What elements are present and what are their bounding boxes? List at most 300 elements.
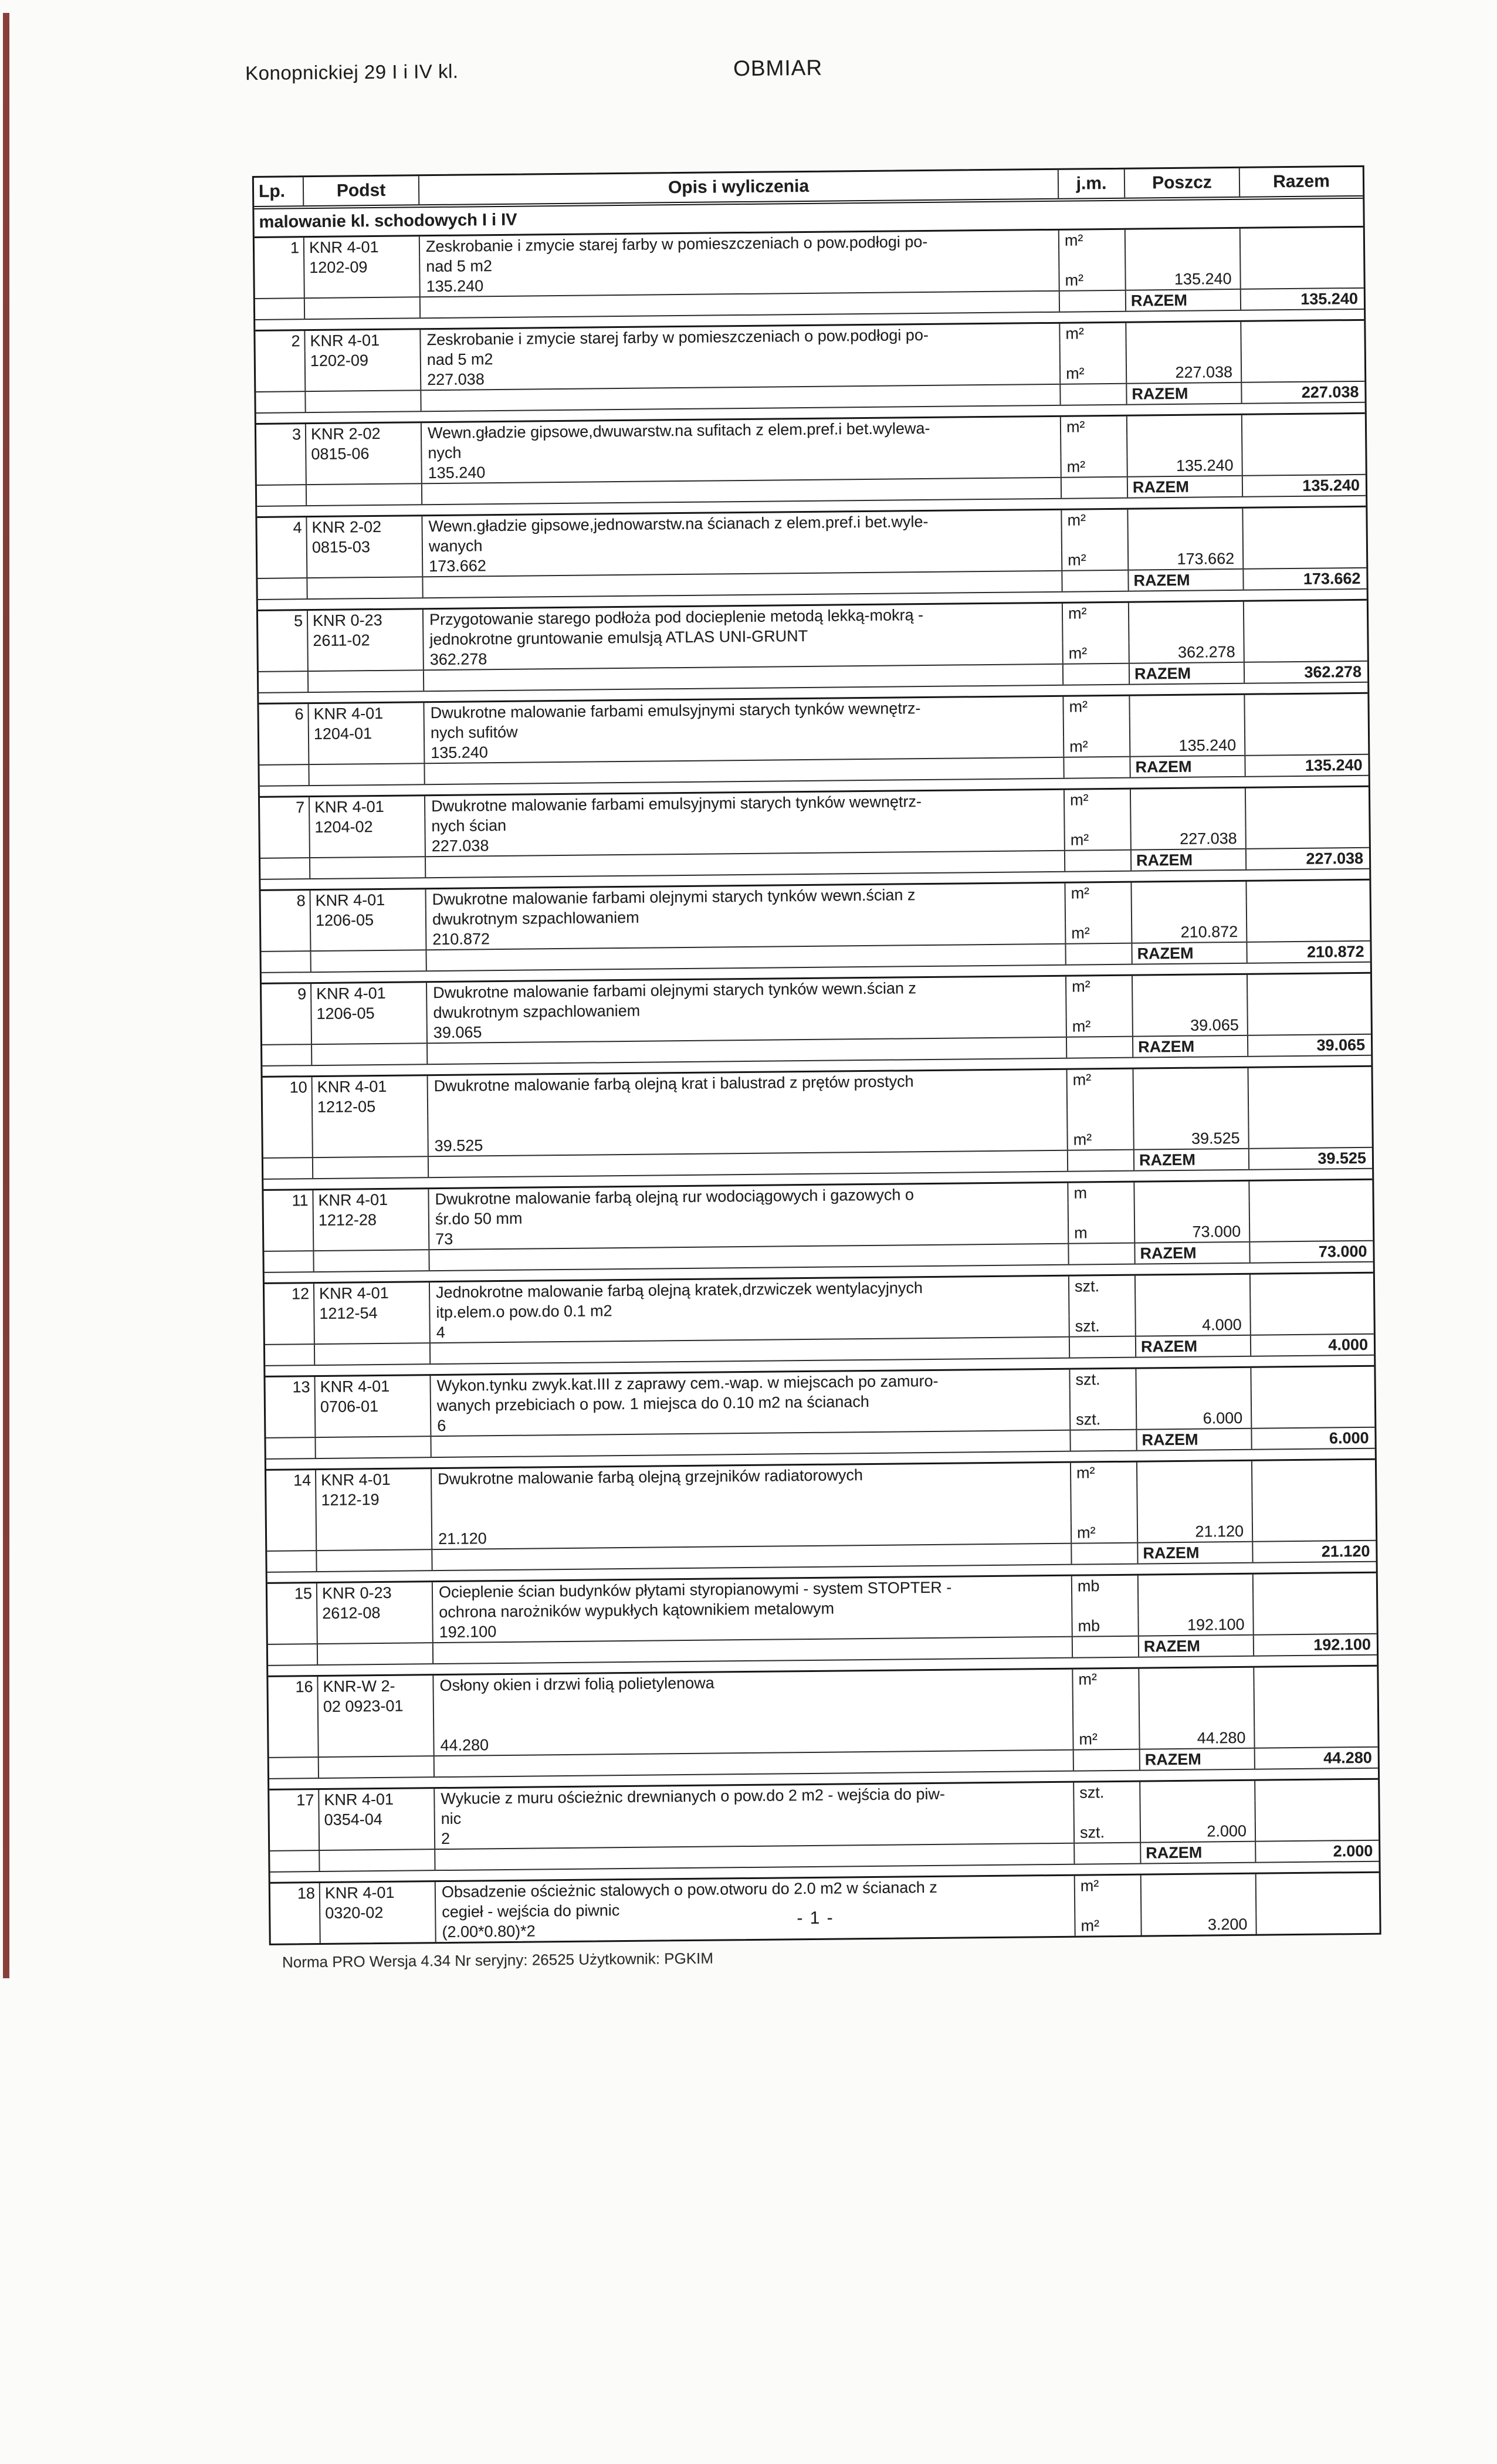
razem-cell	[1256, 1913, 1379, 1934]
razem-cell	[1249, 1087, 1371, 1108]
unit-cell: m²	[1063, 603, 1129, 624]
calc-cell: 227.038	[426, 830, 1065, 856]
podst-cell: KNR 4-01	[319, 1789, 435, 1810]
lp-cell	[267, 1623, 317, 1644]
calc-cell: 135.240	[422, 457, 1062, 483]
razem-empty-lp	[260, 858, 310, 879]
lp-cell	[255, 277, 304, 298]
qty-cell: 210.872	[1132, 922, 1247, 943]
qty-cell: 21.120	[1138, 1521, 1253, 1542]
desc-cell: wanych przebiciach o pow. 1 miejsca do 0.10 m2 na ścianach	[431, 1390, 1071, 1416]
unit-cell: m²	[1059, 230, 1126, 251]
desc-cell: dwukrotnym szpachlowaniem	[426, 903, 1066, 929]
razem-cell	[1251, 1294, 1373, 1315]
podst-cell: KNR 0-23	[317, 1582, 433, 1603]
table-row	[259, 692, 1368, 796]
unit-cell	[1073, 1689, 1140, 1710]
razem-cell	[1248, 1067, 1371, 1088]
desc-cell: śr.do 50 mm	[429, 1203, 1069, 1229]
razem-cell	[1249, 1180, 1372, 1201]
razem-empty-jm	[1061, 384, 1127, 405]
razem-value: 135.240	[1302, 476, 1360, 495]
razem-cell	[1254, 1613, 1376, 1634]
razem-cell	[1255, 1687, 1377, 1708]
unit-cell: m²	[1064, 643, 1130, 664]
podst-cell	[306, 370, 421, 391]
lp-cell	[261, 911, 311, 931]
qty-cell	[1132, 902, 1247, 923]
qty-cell	[1136, 1275, 1251, 1296]
razem-cell	[1252, 1460, 1375, 1481]
razem-label: RAZEM	[1135, 1243, 1250, 1264]
unit-cell: m²	[1059, 270, 1126, 290]
podst-cell	[319, 1715, 434, 1737]
obmiar-table	[252, 165, 1381, 1945]
razem-empty-podst	[313, 1157, 429, 1178]
desc-cell: Ocieplenie ścian budynków płytami styropianowymi - system STOPTER -	[433, 1576, 1072, 1602]
podst-cell: 1204-01	[309, 723, 425, 744]
unit-cell: m	[1068, 1183, 1134, 1203]
table-row	[269, 1778, 1379, 1882]
unit-cell: m²	[1065, 830, 1132, 850]
razem-value: 39.065	[1316, 1035, 1366, 1054]
unit-cell: m²	[1060, 323, 1126, 344]
desc-cell: Zeskrobanie i zmycie starej farby w pomieszczeniach o pow.podłogi po-	[421, 324, 1060, 350]
podst-cell: 1212-05	[313, 1096, 428, 1117]
razem-empty-jm	[1073, 1637, 1139, 1657]
unit-cell: m	[1069, 1223, 1135, 1243]
lp-cell	[270, 1830, 320, 1850]
qty-cell	[1136, 1295, 1251, 1316]
razem-cell	[1241, 321, 1364, 342]
qty-cell: 39.525	[1134, 1128, 1249, 1149]
razem-value: 227.038	[1306, 849, 1364, 868]
qty-cell: 2.000	[1141, 1821, 1256, 1842]
qty-cell: 135.240	[1126, 269, 1241, 290]
razem-cell	[1252, 1480, 1375, 1501]
razem-value: 73.000	[1318, 1242, 1367, 1261]
unit-cell	[1061, 343, 1127, 364]
razem-label: RAZEM	[1126, 290, 1241, 311]
desc-cell: Wykucie z muru ościeżnic drewnianych o pow.do 2 m2 - wejścia do piw-	[435, 1783, 1074, 1809]
razem-cell	[1247, 901, 1370, 922]
lp-cell	[260, 837, 310, 858]
razem-empty-lp	[265, 1345, 315, 1365]
lp-cell	[258, 557, 307, 578]
qty-cell	[1139, 1668, 1254, 1689]
qty-cell: 362.278	[1130, 642, 1245, 663]
lp-cell	[255, 258, 304, 278]
razem-empty-podst	[318, 1643, 433, 1664]
lp-cell: 10	[263, 1077, 313, 1098]
podst-cell: 1206-05	[311, 909, 426, 930]
desc-cell: Przygotowanie starego podłoża pod docieplenie metodą lekką-mokrą -	[424, 604, 1063, 629]
desc-cell: nych sufitów	[425, 717, 1064, 743]
calc-cell: 2	[435, 1823, 1075, 1849]
razem-label: RAZEM	[1130, 663, 1245, 684]
razem-value: 6.000	[1329, 1429, 1369, 1447]
calc-cell: 227.038	[421, 364, 1061, 390]
podst-cell: KNR 0-23	[308, 610, 424, 631]
podst-cell: 02 0923-01	[319, 1695, 434, 1717]
razem-label: RAZEM	[1134, 1149, 1249, 1170]
desc-cell: itp.elem.o pow.do 0.1 m2	[430, 1297, 1069, 1322]
lp-cell: 2	[255, 331, 305, 351]
qty-cell: 3.200	[1142, 1914, 1256, 1935]
qty-cell	[1129, 529, 1244, 550]
calc-cell: 4	[431, 1316, 1070, 1342]
qty-cell	[1133, 995, 1248, 1016]
podst-cell	[307, 556, 423, 577]
qty-cell: 6.000	[1137, 1408, 1252, 1429]
items-container	[255, 226, 1380, 1944]
razem-empty-podst	[317, 1550, 432, 1571]
qty-cell: 192.100	[1139, 1615, 1254, 1636]
podst-cell	[307, 463, 422, 484]
razem-label: RAZEM	[1137, 1429, 1252, 1450]
qty-cell	[1129, 622, 1244, 643]
razem-empty-podst	[320, 1850, 435, 1871]
table-row	[266, 1458, 1376, 1582]
podst-cell	[309, 649, 424, 671]
unit-cell	[1066, 996, 1133, 1017]
podst-cell	[319, 1735, 434, 1756]
qty-cell	[1128, 509, 1243, 530]
calc-cell: 6	[431, 1410, 1071, 1436]
desc-cell: Dwukrotne malowanie farbami olejnymi starych tynków wewn.ścian z	[427, 977, 1066, 1003]
qty-cell: 4.000	[1136, 1315, 1251, 1336]
podst-cell: 0320-02	[320, 1902, 436, 1923]
lp-cell	[260, 817, 310, 838]
calc-cell: 135.240	[420, 270, 1059, 296]
unit-cell	[1071, 1483, 1137, 1503]
podst-cell	[317, 1622, 433, 1643]
podst-cell	[310, 836, 426, 857]
calc-cell: 21.120	[432, 1523, 1072, 1549]
razem-cell	[1247, 920, 1370, 942]
unit-cell: m²	[1064, 696, 1130, 717]
unit-cell	[1075, 1896, 1142, 1916]
unit-cell: mb	[1072, 1616, 1139, 1636]
razem-cell	[1250, 1200, 1373, 1221]
qty-cell	[1131, 788, 1246, 810]
razem-empty-lp	[270, 1851, 320, 1871]
lp-cell	[265, 1304, 314, 1324]
razem-cell	[1255, 1800, 1378, 1821]
desc-cell: Obsadzenie ościeżnic stalowych o pow.otworu do 2.0 m2 w ścianach z	[436, 1876, 1075, 1902]
lp-cell	[262, 1004, 311, 1024]
unit-cell: m²	[1061, 417, 1127, 437]
razem-cell	[1246, 807, 1369, 828]
razem-cell	[1247, 881, 1369, 902]
razem-value: 210.872	[1306, 942, 1364, 961]
qty-cell	[1129, 602, 1244, 623]
razem-cell	[1242, 454, 1365, 475]
razem-cell	[1241, 228, 1363, 249]
unit-cell	[1073, 1709, 1140, 1729]
desc-cell: Wewn.gładzie gipsowe,jednowarstw.na ścianach z elem.pref.i bet.wyle-	[422, 510, 1062, 536]
qty-cell	[1127, 342, 1242, 363]
qty-cell	[1131, 808, 1246, 830]
unit-cell	[1069, 1296, 1136, 1316]
qty-cell	[1132, 882, 1247, 903]
table-row	[263, 1179, 1373, 1282]
podst-cell: KNR 4-01	[309, 703, 424, 724]
qty-cell	[1134, 1088, 1249, 1109]
table-row	[260, 879, 1370, 983]
page-number: - 1 -	[797, 1908, 834, 1928]
podst-cell	[313, 1116, 428, 1137]
unit-cell: m²	[1066, 976, 1133, 997]
qty-cell	[1133, 1068, 1248, 1089]
qty-cell	[1140, 1708, 1255, 1729]
desc-cell: Dwukrotne malowanie farbą olejną rur wodociągowych i gazowych o	[429, 1183, 1068, 1209]
lp-cell	[266, 1397, 316, 1417]
unit-cell: mb	[1072, 1576, 1139, 1596]
unit-cell: szt.	[1069, 1276, 1136, 1297]
unit-cell	[1074, 1802, 1140, 1823]
razem-cell	[1245, 641, 1367, 662]
razem-cell	[1247, 827, 1369, 848]
table-row	[263, 1065, 1373, 1189]
razem-cell	[1249, 1107, 1371, 1128]
razem-cell	[1256, 1873, 1379, 1894]
lp-cell	[264, 1230, 314, 1251]
podst-cell: 1212-28	[314, 1209, 429, 1230]
razem-empty-podst	[305, 297, 421, 319]
program-footer: Norma PRO Wersja 4.34 Nr seryjny: 26525 Użytkownik: PGKIM	[282, 1949, 714, 1971]
qty-cell	[1133, 975, 1248, 996]
unit-cell: m²	[1073, 1669, 1139, 1690]
razem-empty-lp	[263, 1158, 313, 1179]
column-header-opis: Opis i wyliczenia	[419, 170, 1059, 204]
podst-cell: KNR 2-02	[307, 516, 422, 537]
qty-cell: 173.662	[1129, 549, 1244, 570]
podst-cell: KNR 4-01	[310, 796, 425, 817]
table-row	[255, 319, 1364, 423]
razem-cell	[1245, 734, 1368, 755]
lp-cell: 15	[267, 1583, 317, 1604]
qty-cell	[1137, 1388, 1252, 1409]
qty-cell	[1140, 1801, 1255, 1822]
razem-empty-lp	[266, 1438, 316, 1458]
qty-cell	[1127, 415, 1242, 436]
unit-cell: m²	[1061, 456, 1127, 477]
podst-cell: 2612-08	[317, 1602, 433, 1623]
unit-cell: m²	[1068, 1129, 1134, 1150]
razem-empty-podst	[315, 1343, 431, 1365]
lp-cell: 13	[265, 1377, 315, 1397]
razem-empty-jm	[1062, 571, 1129, 591]
razem-empty-jm	[1070, 1337, 1136, 1358]
lp-cell: 5	[258, 611, 308, 631]
table-row	[268, 1665, 1378, 1789]
razem-empty-jm	[1075, 1843, 1141, 1864]
lp-cell: 4	[257, 517, 307, 538]
podst-cell: 2611-02	[308, 629, 424, 651]
razem-value: 135.240	[1305, 756, 1363, 774]
razem-cell	[1251, 1274, 1373, 1295]
razem-empty-jm	[1062, 478, 1128, 498]
lp-cell	[267, 1530, 317, 1551]
razem-empty-podst	[311, 950, 427, 972]
unit-cell: m²	[1072, 1522, 1138, 1543]
calc-cell: 362.278	[424, 644, 1064, 669]
podst-cell: 1202-09	[306, 350, 421, 371]
unit-cell: m²	[1062, 510, 1128, 530]
lp-cell: 7	[260, 797, 310, 818]
razem-empty-podst	[309, 671, 424, 692]
qty-cell	[1126, 229, 1241, 250]
qty-cell: 227.038	[1132, 828, 1247, 849]
razem-value: 173.662	[1303, 569, 1361, 588]
unit-cell	[1068, 1089, 1134, 1110]
razem-empty-lp	[267, 1551, 317, 1572]
podst-cell: 1202-09	[304, 256, 420, 277]
podst-cell: 1212-19	[316, 1489, 432, 1510]
desc-cell: Dwukrotne malowanie farbą olejną krat i balustrad z prętów prostych	[428, 1070, 1068, 1096]
razem-label: RAZEM	[1141, 1842, 1256, 1863]
razem-empty-lp	[259, 765, 309, 786]
qty-cell: 227.038	[1127, 362, 1242, 383]
razem-empty-jm	[1066, 944, 1132, 964]
lp-cell	[264, 1210, 314, 1231]
unit-cell	[1062, 530, 1129, 550]
razem-cell	[1253, 1520, 1376, 1541]
desc-cell: Wewn.gładzie gipsowe,dwuwarstw.na sufitach z elem.pref.i bet.wylewa-	[422, 417, 1061, 443]
table-row	[258, 599, 1367, 703]
qty-cell: 135.240	[1127, 455, 1242, 476]
unit-cell	[1063, 623, 1129, 644]
desc-cell: wanych	[423, 530, 1062, 556]
qty-cell: 39.065	[1133, 1015, 1248, 1036]
unit-cell: m²	[1073, 1729, 1140, 1749]
lp-cell	[261, 930, 311, 951]
desc-cell: Dwukrotne malowanie farbami emulsyjnymi starych tynków wewnętrz-	[424, 697, 1064, 723]
unit-cell: m²	[1065, 883, 1132, 903]
razem-label: RAZEM	[1139, 1636, 1254, 1657]
razem-cell	[1255, 1707, 1377, 1728]
table-row	[257, 506, 1366, 610]
razem-cell	[1241, 248, 1363, 269]
podst-cell: 1206-05	[311, 1003, 427, 1024]
podst-cell	[320, 1922, 436, 1943]
podst-cell	[316, 1416, 431, 1437]
column-header-poszcz: Poszcz	[1125, 168, 1240, 198]
lp-cell: 14	[266, 1470, 316, 1491]
razem-value: 44.280	[1323, 1748, 1372, 1767]
calc-cell: 39.525	[429, 1130, 1068, 1156]
razem-cell	[1256, 1893, 1379, 1914]
podst-cell: KNR 4-01	[304, 236, 420, 258]
podst-cell	[317, 1529, 432, 1550]
razem-empty-lp	[256, 392, 306, 412]
razem-empty-jm	[1064, 757, 1130, 778]
podst-cell: 0815-03	[307, 536, 423, 557]
razem-value: 21.120	[1321, 1542, 1370, 1561]
lp-cell	[263, 1097, 313, 1118]
razem-value: 227.038	[1301, 383, 1359, 401]
podst-cell	[314, 1229, 429, 1250]
razem-cell	[1256, 1820, 1379, 1841]
desc-cell: ochrona narożników wypukłych kątownikiem metalowym	[433, 1596, 1072, 1622]
lp-cell	[259, 724, 309, 744]
razem-label: RAZEM	[1140, 1749, 1255, 1770]
razem-value: 4.000	[1328, 1335, 1369, 1354]
razem-empty-jm	[1071, 1430, 1137, 1451]
razem-label: RAZEM	[1138, 1542, 1253, 1563]
razem-cell	[1255, 1727, 1377, 1748]
lp-cell	[266, 1417, 316, 1437]
razem-label: RAZEM	[1130, 756, 1245, 777]
unit-cell	[1064, 716, 1130, 737]
table-row	[265, 1272, 1374, 1376]
podst-cell	[309, 743, 425, 764]
razem-cell	[1248, 994, 1370, 1015]
razem-empty-podst	[306, 391, 421, 412]
desc-cell: Zeskrobanie i zmycie starej farby w pomieszczeniach o pow.podłogi po-	[420, 231, 1059, 256]
lp-cell: 1	[255, 238, 304, 258]
qty-cell	[1130, 695, 1245, 716]
unit-cell	[1066, 903, 1132, 923]
razem-cell	[1250, 1220, 1373, 1241]
unit-cell: szt.	[1070, 1316, 1136, 1336]
calc-cell: 39.065	[428, 1017, 1067, 1043]
lp-cell: 12	[265, 1284, 314, 1304]
lp-cell	[270, 1923, 320, 1944]
razem-empty-lp	[259, 672, 309, 692]
lp-cell	[257, 464, 307, 485]
unit-cell: m²	[1067, 1069, 1133, 1090]
qty-cell	[1139, 1595, 1254, 1616]
podst-cell: 0815-06	[306, 443, 422, 464]
razem-label: RAZEM	[1132, 849, 1247, 871]
razem-label: RAZEM	[1128, 476, 1243, 497]
column-header-jm: j.m.	[1059, 170, 1125, 198]
qty-cell	[1138, 1501, 1253, 1522]
razem-cell	[1244, 527, 1366, 549]
razem-empty-lp	[268, 1644, 318, 1665]
qty-cell	[1137, 1461, 1252, 1483]
razem-value: 135.240	[1300, 289, 1359, 308]
razem-value: 2.000	[1333, 1842, 1373, 1860]
podst-cell: 0354-04	[320, 1809, 435, 1830]
unit-cell: szt.	[1074, 1782, 1140, 1803]
table-row	[265, 1365, 1374, 1469]
razem-cell	[1244, 621, 1367, 642]
lp-cell: 9	[262, 984, 311, 1004]
razem-cell	[1254, 1667, 1377, 1688]
desc-cell: nic	[435, 1803, 1075, 1829]
razem-cell	[1255, 1780, 1378, 1801]
lp-cell	[267, 1603, 317, 1624]
document-header-left: Konopnickiej 29 I i IV kl.	[245, 60, 459, 84]
unit-cell: m²	[1062, 550, 1129, 570]
razem-cell	[1249, 1127, 1371, 1148]
razem-cell	[1241, 268, 1363, 289]
razem-label: RAZEM	[1133, 1036, 1248, 1057]
calc-cell: 135.240	[425, 737, 1064, 763]
razem-cell	[1253, 1500, 1376, 1521]
podst-cell	[304, 276, 420, 297]
unit-cell	[1061, 436, 1127, 457]
unit-cell	[1065, 810, 1131, 830]
table-row	[260, 786, 1369, 889]
podst-cell: KNR 2-02	[306, 423, 422, 444]
razem-cell	[1242, 361, 1364, 382]
lp-cell	[269, 1737, 319, 1757]
column-header-lp: Lp.	[254, 177, 304, 206]
